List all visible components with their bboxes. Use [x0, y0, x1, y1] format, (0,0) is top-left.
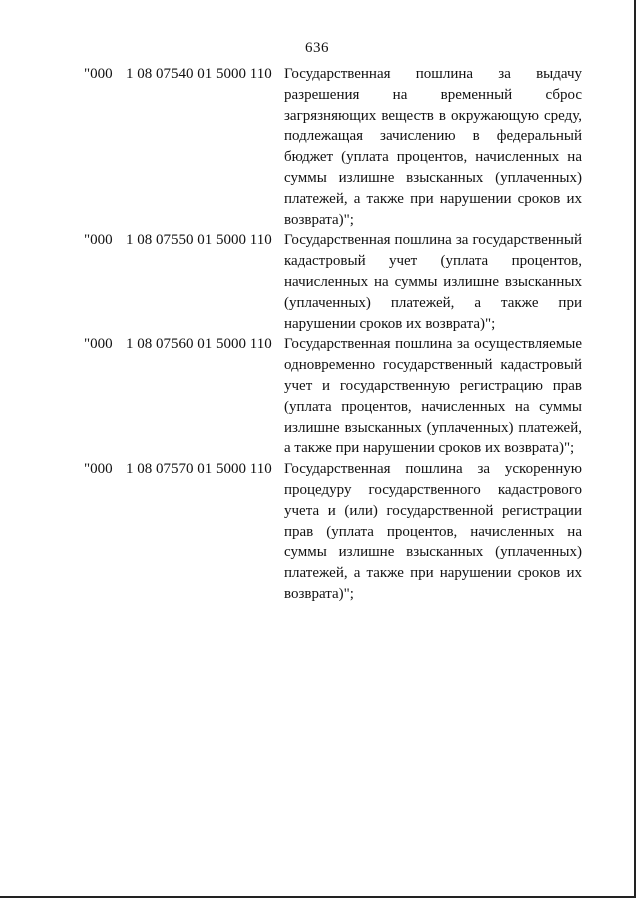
entries-list — [84, 64, 584, 605]
entry-description: Государственная пошлина за выдачу разрешения на временный сброс загрязняющих веществ в окружающую среду, подлежащая зачислению в федеральный бюджет (уплата процентов, начисленных на суммы излишне взысканных (уплаченных) платежей, а также при нарушении сроков их возврата)"; — [284, 66, 582, 228]
entry-description: Государственная пошлина за ускоренную процедуру государственного кадастрового учета и (или) государственной регистрации прав (уплата процентов, начисленных на суммы излишне взысканных (уплаченных) платежей, а также при нарушении сроков их возврата)"; — [284, 461, 582, 602]
budget-classification-code: 1 08 07540 01 5000 110 — [126, 66, 272, 82]
budget-classification-code: 1 08 07560 01 5000 110 — [126, 336, 272, 353]
entry-description: Государственная пошлина за осуществляемые одновременно государственный кадастровый учет и государственную регистрацию прав (уплата процентов, начисленных на суммы излишне взысканных (уплаченных) платежей, а также при нарушении сроков их возврата)"; — [284, 336, 582, 457]
entry-row — [84, 230, 584, 334]
entry-row — [84, 334, 584, 459]
entry-prefix: "000 — [84, 461, 113, 478]
page-number: 636 — [305, 40, 329, 56]
entry-prefix: "000 — [84, 336, 113, 353]
entry-row — [84, 64, 584, 230]
budget-classification-code: 1 08 07570 01 5000 110 — [126, 461, 272, 478]
entry-prefix: "000 — [84, 66, 113, 82]
entry-prefix: "000 — [84, 232, 113, 249]
entry-row — [84, 459, 584, 605]
budget-classification-code: 1 08 07550 01 5000 110 — [126, 232, 272, 249]
entry-description: Государственная пошлина за государственный кадастровый учет (уплата процентов, начисленных на суммы излишне взысканных (уплаченных) платежей, а также при нарушении сроков их возврата)"; — [284, 232, 582, 332]
